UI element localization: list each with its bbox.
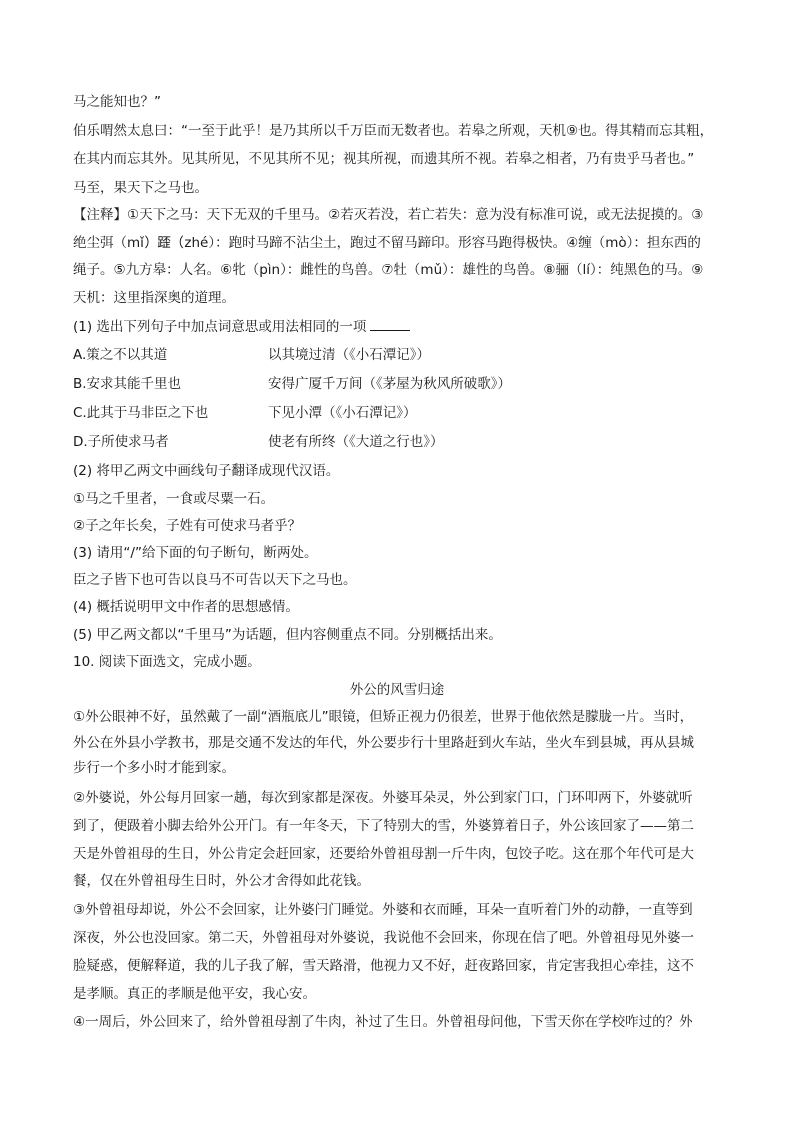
article-title: 外公的风雪归途 (349, 682, 445, 698)
option-b-right: 安得广厦千万间（《茅屋为秋风所破歌》） (268, 376, 511, 392)
question-line: (4) 概括说明甲文中作者的思想感情。 (73, 599, 299, 615)
option-a-left: A.策之不以其道 (73, 347, 168, 363)
article-line: ①外公眼神不好，虽然戴了一副“酒瓶底儿”眼镜，但矫正视力仍很差，世界于他依然是朦胧一片。当时， (73, 709, 694, 725)
article-line: 步行一个多小时才能到家。 (73, 760, 235, 776)
article-line: 天是外曾祖母的生日，外公肯定会赶回家，还要给外曾祖母割一斤牛肉，包饺子吃。这在那个年代可是大 (73, 846, 694, 862)
passage-line: 马至，果天下之马也。 (73, 180, 208, 196)
article-line: ②外婆说，外公每月回家一趟，每次到家都是深夜。外婆耳朵灵，外公到家门口，门环叩两下，外婆就听 (73, 790, 693, 806)
article-line: 深夜，外公也没回家。第二天，外曾祖母对外婆说，我说他不会回来，你现在信了吧。外曾祖母见外婆一 (73, 930, 694, 946)
option-d-right: 使老有所终（《大道之行也》） (268, 434, 444, 450)
question-line: 臣之子皆下也可告以良马不可告以天下之马也。 (73, 572, 357, 588)
notes-line: 【注释】①天下之马：天下无双的千里马。②若灭若没，若亡若失：意为没有标准可说，或无法捉摸的。③ (73, 207, 704, 223)
question-line: ①马之千里者，一食或尽粟一石。 (73, 491, 275, 507)
notes-line: 绝尘弭（mǐ）𨂿（zhé）：跑时马蹄不沾尘土，跑过不留马蹄印。形容马跑得极快。④缠（mò）：担东西的 (73, 235, 701, 251)
article-line: 外公在外县小学教书，那是交通不发达的年代，外公要步行十里路赶到火车站，坐火车到县城，再从县城 (73, 735, 694, 751)
passage-line: 在其内而忘其外。见其所见，不见其所不见；视其所视，而遗其所不视。若皋之相者，乃有贵乎马者也。” (73, 151, 695, 167)
article-line: 脸疑惑，便解释道，我的儿子我了解，雪天路滑，他视力又不好，赶夜路回家，肯定害我担心牵挂，这不 (73, 958, 694, 974)
option-c-right: 下见小潭（《小石潭记》） (268, 405, 417, 421)
article-line: ③外曾祖母却说，外公不会回家，让外婆闩门睡觉。外婆和衣而睡，耳朵一直听着门外的动静，一直等到 (73, 902, 693, 918)
article-line: 到了，便趿着小脚去给外公开门。有一年冬天，下了特别大的雪，外婆算着日子，外公该回家了——第二 (73, 818, 694, 834)
article-line: 是孝顺。真正的孝顺是他平安，我心安。 (73, 986, 316, 1002)
option-b-left: B.安求其能千里也 (73, 376, 182, 392)
option-d-left: D.子所使求马者 (73, 434, 169, 450)
notes-line: 天机：这里指深奥的道理。 (73, 290, 235, 306)
question-line: 10. 阅读下面选文，完成小题。 (73, 654, 261, 670)
option-c-left: C.此其于马非臣之下也 (73, 405, 209, 421)
passage-line: 伯乐喟然太息曰：“一至于此乎！是乃其所以千万臣而无数者也。若皋之所观，天机⑨也。得其精而忘其粗， (73, 123, 714, 139)
question-1-label: (1) 选出下列句子中加点词意思或用法相同的一项 (73, 319, 367, 335)
question-line: (2) 将甲乙两文中画线句子翻译成现代汉语。 (73, 463, 340, 479)
answer-blank (370, 318, 410, 331)
article-line: 餐，仅在外曾祖母生日时，外公才舍得如此花钱。 (73, 873, 370, 889)
passage-line: 马之能知也？” (73, 94, 161, 110)
question-line: (5) 甲乙两文都以“千里马”为话题，但内容侧重点不同。分别概括出来。 (73, 627, 502, 643)
question-1 (73, 318, 410, 336)
option-a-right: 以其境过清（《小石潭记》） (268, 347, 430, 363)
notes-line: 绳子。⑤九方皋：人名。⑥牝（pìn）：雌性的鸟兽。⑦牡（mǔ）：雄性的鸟兽。⑧骊（lí）：纯黑色的马。⑨ (73, 262, 704, 278)
article-line: ④一周后，外公回来了，给外曾祖母割了牛肉，补过了生日。外曾祖母问他，下雪天你在学校咋过的？外 (73, 1014, 693, 1030)
question-line: (3) 请用“/”给下面的句子断句，断两处。 (73, 545, 318, 561)
question-line: ②子之年长矣，子姓有可使求马者乎？ (73, 518, 302, 534)
